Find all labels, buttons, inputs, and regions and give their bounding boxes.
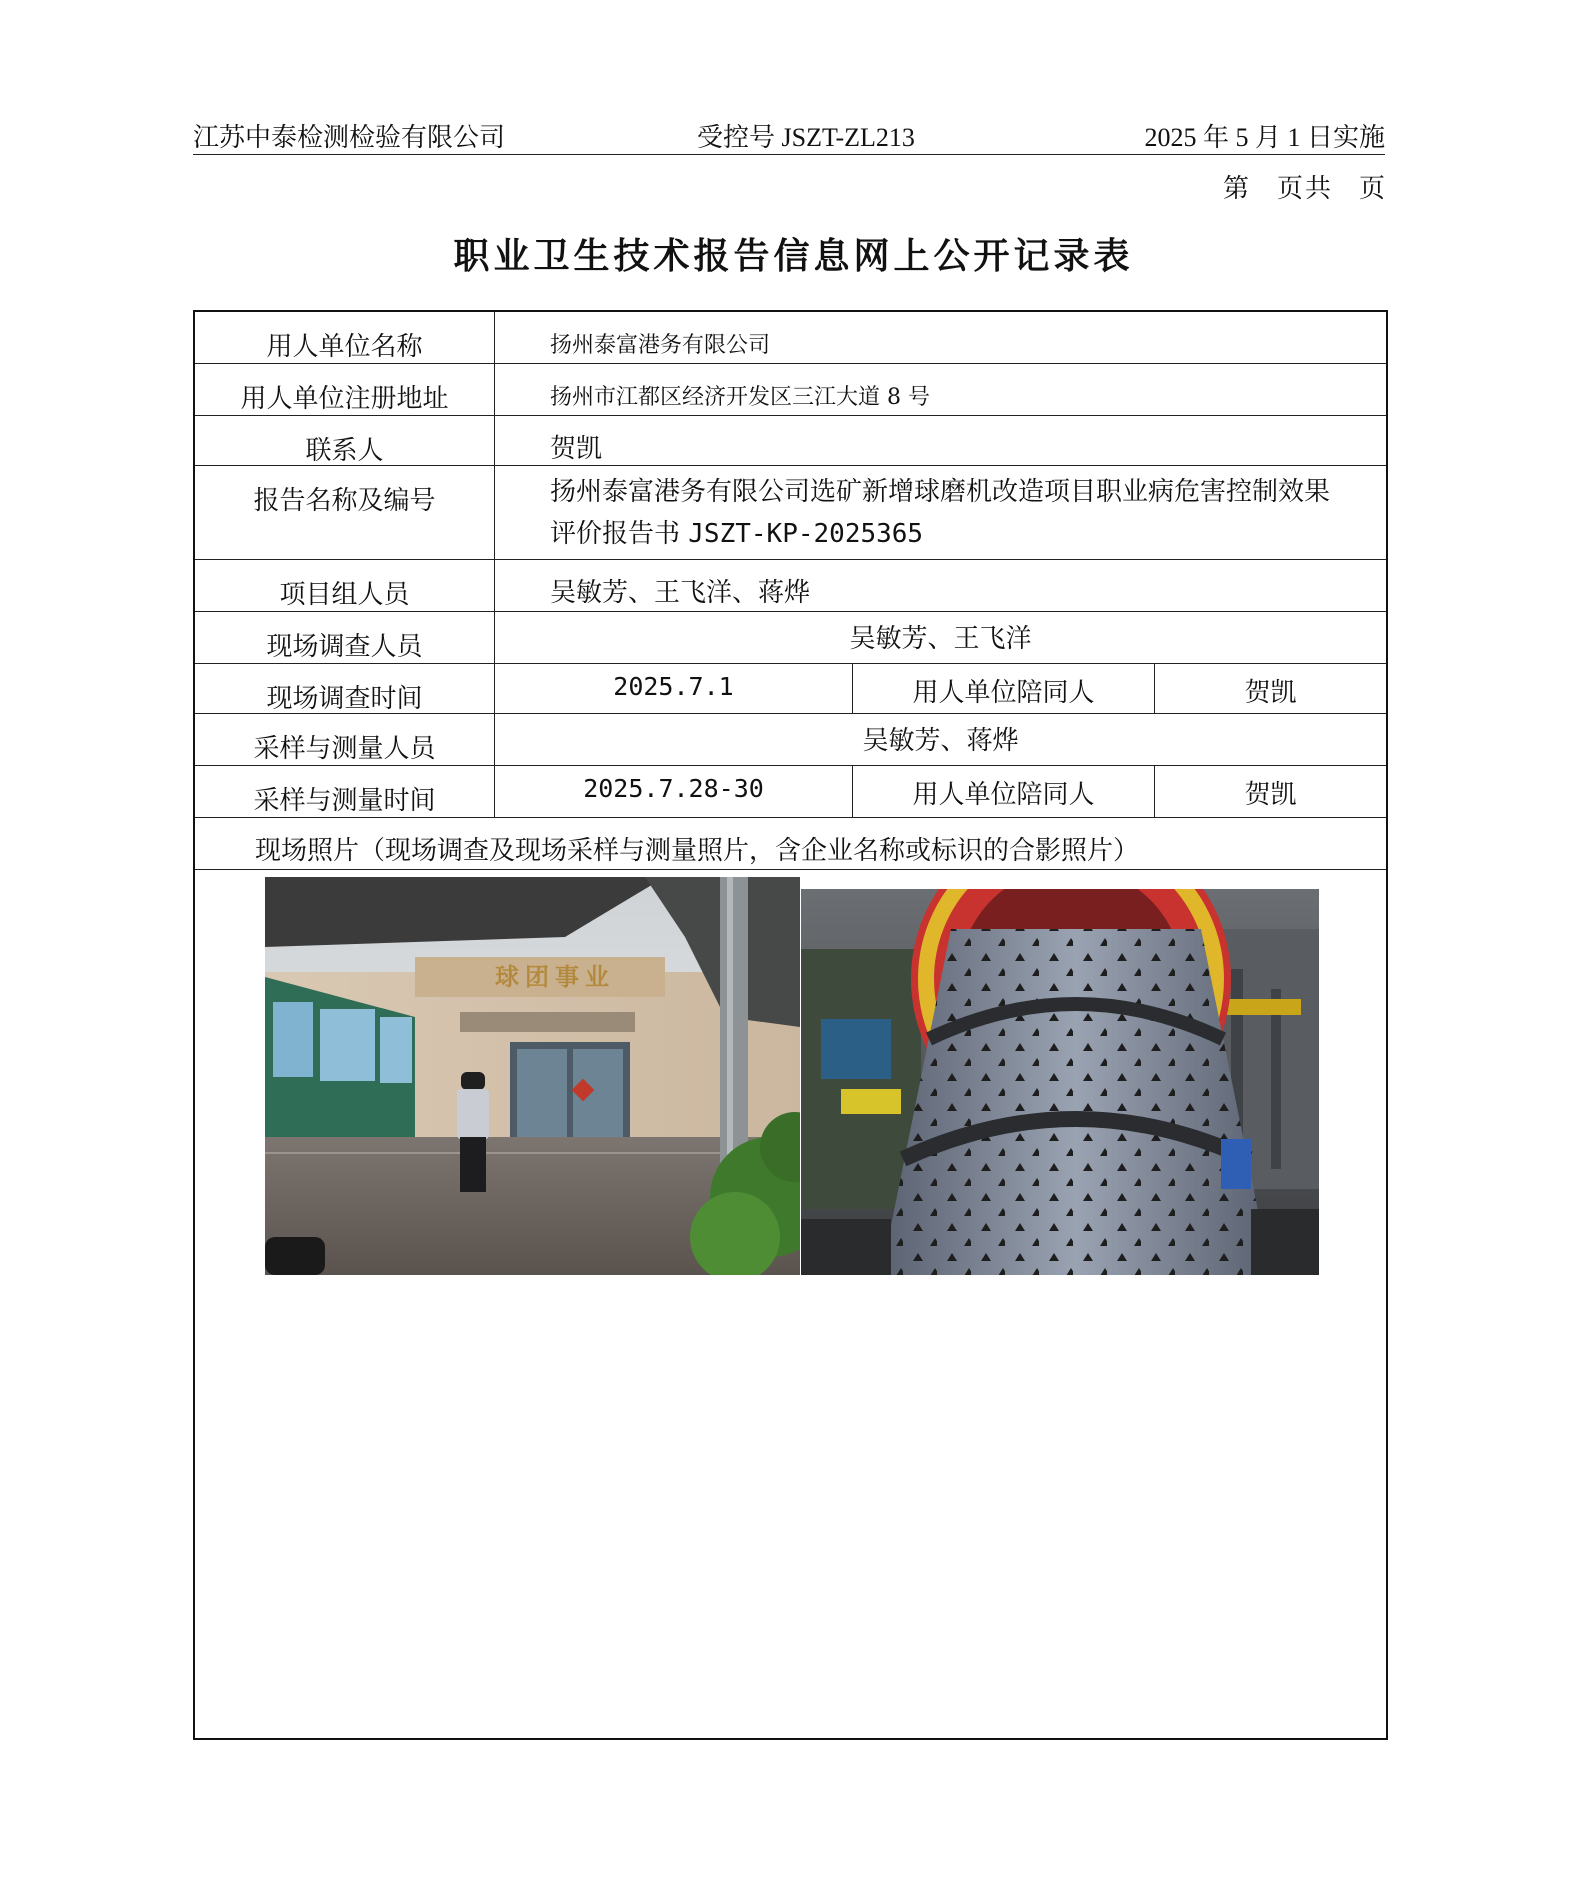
project-team-value: 吴敏芳、王飞洋、蒋烨: [550, 578, 811, 608]
report-title-line2-text: 评价报告书: [550, 519, 681, 549]
row-contact: [195, 416, 1386, 466]
project-team-label: 项目组人员: [195, 560, 495, 611]
page-counter-mid: 页共: [1276, 174, 1333, 204]
sampling-time-label: 采样与测量时间: [195, 766, 495, 817]
photos-label: 现场照片（现场调查及现场采样与测量照片，含企业名称或标识的合影照片）: [255, 836, 1140, 866]
report-label: 报告名称及编号: [195, 466, 495, 559]
page-title: 职业卫生技术报告信息网上公开记录表: [453, 236, 1134, 277]
employer-address-value: 扬州市江都区经济开发区三江大道 8 号: [550, 385, 930, 410]
row-project-team: [195, 560, 1386, 612]
survey-staff-label: 现场调查人员: [195, 612, 495, 663]
report-title-line2: [550, 513, 1386, 555]
sampling-companion-label: 用人单位陪同人: [853, 766, 1155, 817]
building-sign-text: 球团事业: [495, 963, 615, 991]
survey-time-value: 2025.7.1: [495, 664, 853, 713]
record-form: [193, 310, 1388, 1740]
sampling-staff-label: 采样与测量人员: [195, 714, 495, 765]
employer-address-label: 用人单位注册地址: [195, 364, 495, 415]
employer-name-value: 扬州泰富港务有限公司: [550, 333, 771, 358]
row-report: [195, 466, 1386, 560]
report-title-line1: 扬州泰富港务有限公司选矿新增球磨机改造项目职业病危害控制效果: [550, 477, 1331, 507]
sampling-time-value: 2025.7.28-30: [495, 766, 853, 817]
survey-companion-label: 用人单位陪同人: [853, 664, 1155, 713]
row-survey-time: [195, 664, 1386, 714]
page-counter: [1223, 168, 1387, 205]
row-sampling-time: [195, 766, 1386, 818]
site-photo-entrance: [265, 877, 800, 1275]
report-number: JSZT-KP-2025365: [688, 519, 924, 549]
row-employer-address: [195, 364, 1386, 416]
sampling-companion-value: 贺凯: [1244, 780, 1297, 810]
sampling-staff-value: 吴敏芳、蒋烨: [862, 726, 1019, 756]
survey-staff-value: 吴敏芳、王飞洋: [849, 624, 1032, 654]
row-sampling-staff: [195, 714, 1386, 766]
header-company: 江苏中泰检测检验有限公司: [193, 123, 506, 153]
header-rule: [193, 154, 1385, 155]
survey-time-label: 现场调查时间: [195, 664, 495, 713]
employer-name-label: 用人单位名称: [195, 312, 495, 363]
row-survey-staff: [195, 612, 1386, 664]
page-counter-last: 页: [1358, 174, 1387, 204]
contact-label: 联系人: [195, 416, 495, 465]
survey-companion-value: 贺凯: [1244, 678, 1297, 708]
row-photos-label: [195, 818, 1386, 870]
page-counter-first: 第: [1222, 174, 1251, 204]
contact-value: 贺凯: [550, 434, 603, 464]
site-photo-ball-mill: [801, 889, 1319, 1275]
row-employer-name: [195, 312, 1386, 364]
header-control-number: 受控号 JSZT-ZL213: [697, 123, 915, 152]
report-value: [495, 466, 1386, 559]
header-effective-date: 2025 年 5 月 1 日实施: [1144, 123, 1385, 152]
